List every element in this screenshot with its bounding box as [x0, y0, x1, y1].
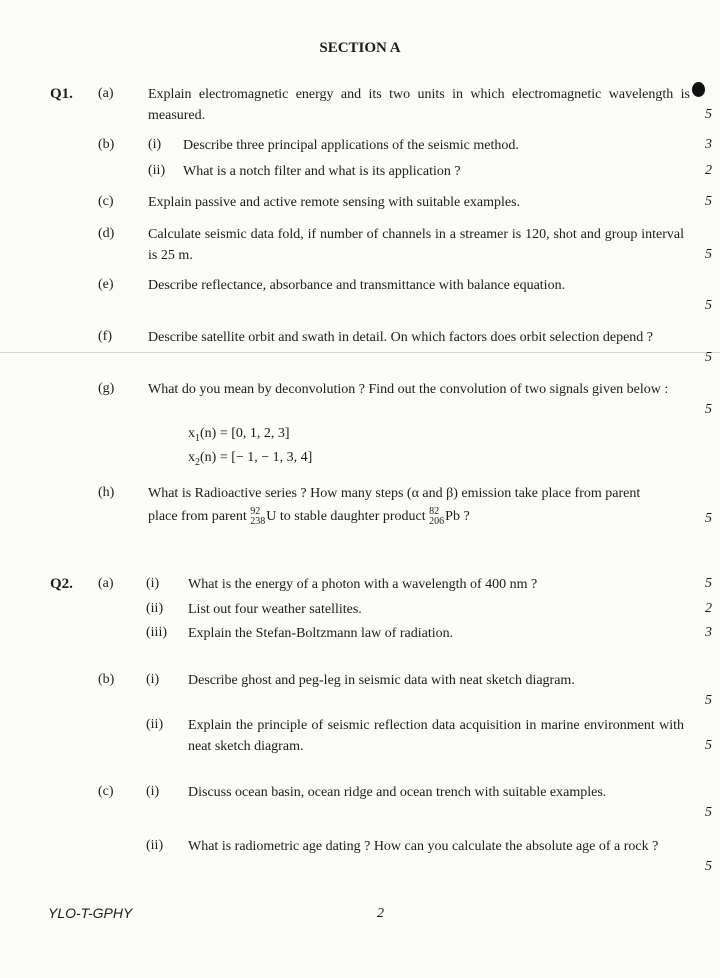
part-label: (a) — [98, 576, 114, 591]
question-text: Calculate seismic data fold, if number of channels in a streamer is 120, shot and group interval is 25 m. — [148, 227, 684, 263]
marks: 5 — [705, 194, 712, 209]
marks: 5 — [705, 576, 712, 591]
question-text: Explain the principle of seismic reflection data acquisition in marine environment with neat sketch diagram. — [188, 718, 684, 754]
question-text: Describe ghost and peg-leg in seismic data with neat sketch diagram. — [188, 673, 575, 688]
marks: 3 — [705, 137, 712, 152]
part-label: (b) — [98, 672, 115, 687]
question-text: Describe reflectance, absorbance and transmittance with balance equation. — [148, 278, 566, 293]
question-text: What do you mean by deconvolution ? Find out the convolution of two signals given below : — [148, 382, 669, 397]
question-text: Discuss ocean basin, ocean ridge and ocean trench with suitable examples. — [188, 785, 607, 800]
part-label: (e) — [98, 277, 114, 292]
question-text: Explain electromagnetic energy and its two units in which electromagnetic wavelength is measured. — [148, 87, 690, 123]
question-text: What is Radioactive series ? How many steps (α and β) emission take place from parent — [148, 486, 641, 501]
paper-fold-line — [0, 352, 720, 353]
part-label: (h) — [98, 485, 115, 500]
part-label: (b) — [98, 137, 115, 152]
question-text: What is radiometric age dating ? How can you calculate the absolute age of a rock ? — [188, 839, 659, 854]
paper-code: YLO-T-GPHY — [48, 905, 133, 921]
marks: 3 — [705, 625, 712, 640]
uranium-nuclide: 92 238 — [250, 505, 266, 527]
marks: 5 — [705, 107, 712, 122]
ink-dot — [692, 82, 705, 97]
marks: 5 — [705, 693, 712, 708]
marks: 2 — [705, 601, 712, 616]
marks: 2 — [705, 163, 712, 178]
marks: 5 — [705, 805, 712, 820]
marks: 5 — [705, 402, 712, 417]
marks: 5 — [705, 738, 712, 753]
question-text: What is the energy of a photon with a wavelength of 400 nm ? — [188, 577, 538, 592]
marks: 5 — [705, 511, 712, 526]
question-text: Explain the Stefan-Boltzmann law of radiation. — [188, 626, 454, 641]
subpart-label: (iii) — [146, 625, 167, 640]
part-label: (g) — [98, 381, 115, 396]
question-text: Describe three principal applications of the seismic method. — [183, 138, 519, 153]
marks: 5 — [705, 859, 712, 874]
subpart-label: (ii) — [146, 838, 164, 853]
to-text: place from parent — [148, 509, 251, 524]
lead-nuclide: 82 206 — [429, 505, 445, 527]
subpart-label: (i) — [148, 137, 162, 152]
part-label: (c) — [98, 194, 114, 209]
question-text: Describe satellite orbit and swath in detail. On which factors does orbit selection depend ? — [148, 330, 654, 345]
page-number: 2 — [377, 906, 384, 921]
subpart-label: (ii) — [146, 717, 164, 732]
subpart-label: (ii) — [148, 163, 166, 178]
marks: 5 — [705, 247, 712, 262]
part-label: (d) — [98, 226, 115, 241]
question-number: Q1. — [50, 86, 73, 102]
marks: 5 — [705, 298, 712, 313]
subpart-label: (i) — [146, 576, 160, 591]
subpart-label: (i) — [146, 672, 160, 687]
subpart-label: (i) — [146, 784, 160, 799]
question-text: Explain passive and active remote sensing with suitable examples. — [148, 195, 521, 210]
signal-equation-2: $x_2(n)$ = [− 1, − 1, 3, 4] — [188, 450, 313, 468]
subpart-label: (ii) — [146, 601, 164, 616]
nuclide-line: place from parent 92 238 U to stable daughter product 82 206 Pb ? — [148, 505, 470, 527]
question-text: What is a notch filter and what is its application ? — [183, 164, 461, 179]
part-label: (f) — [98, 329, 112, 344]
signal-equation-1: $x_1(n) = [0$, 1, 2, 3] — [188, 426, 290, 444]
marks: 5 — [705, 350, 712, 365]
part-label: (c) — [98, 784, 114, 799]
question-number: Q2. — [50, 576, 73, 592]
question-text: List out four weather satellites. — [188, 602, 362, 617]
section-title: SECTION A — [319, 40, 401, 56]
part-label: (a) — [98, 86, 114, 101]
